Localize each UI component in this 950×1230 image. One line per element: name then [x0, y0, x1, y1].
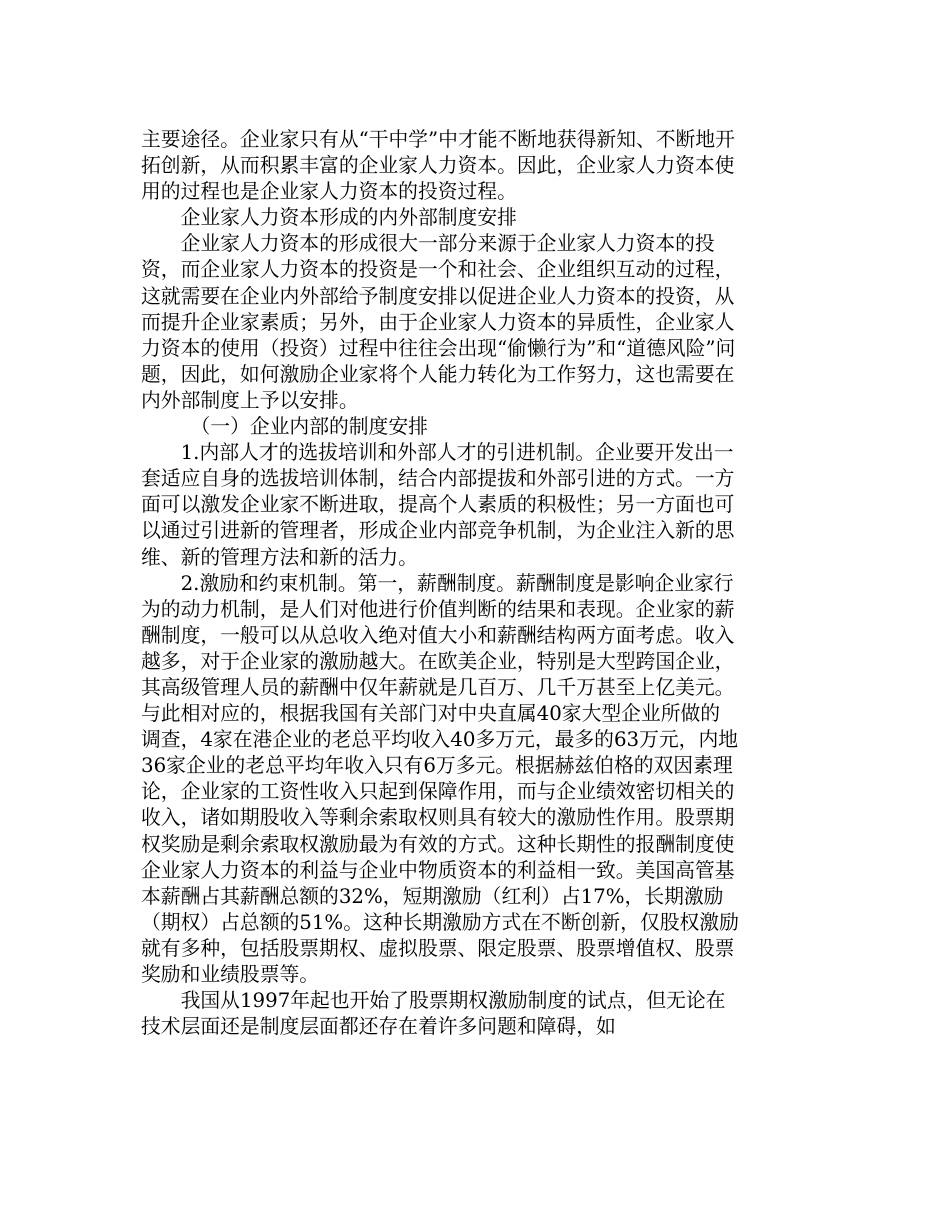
paragraph-institutional-overview: 企业家人力资本的形成很大一部分来源于企业家人力资本的投资，而企业家人力资本的投资是一个和社会、企业组织互动的过程，这就需要在企业内外部给予制度安排以促进企业人力资本的投资，从而提升企业家素质；另外，由于企业家人力资本的异质性，企业家人力资本的使用（投资）过程中往往会出现“偷懒行为”和“道德风险”问题，因此，如何激励企业家将个人能力转化为工作努力，这也需要在内外部制度上予以安排。 — [141, 232, 736, 412]
paragraph-intro-continuation: 主要途径。企业家只有从“干中学”中才能不断地获得新知、不断地开拓创新，从而积累丰富的企业家人力资本。因此，企业家人力资本使用的过程也是企业家人力资本的投资过程。 — [141, 128, 735, 204]
subsection-heading-internal: （一）企业内部的制度安排 — [190, 415, 428, 439]
paragraph-stock-option-pilot: 我国从1997年起也开始了股票期权激励制度的试点，但无论在技术层面还是制度层面都还存在着许多问题和障碍，如 — [141, 989, 726, 1039]
document-page — [141, 127, 739, 1040]
paragraph-incentive-mechanism: 2.激励和约束机制。第一，薪酬制度。薪酬制度是影响企业家行为的动力机制，是人们对他进行价值判断的结果和表现。企业家的薪酬制度，一般可以从总收入绝对值大小和薪酬结构两方面考虑。收入越多，对于企业家的激励越大。在欧美企业，特别是大型跨国企业，其高级管理人员的薪酬中仅年薪就是几百万、几千万甚至上亿美元。与此相对应的，根据我国有关部门对中央直属40家大型企业所做的调查，4家在港企业的老总平均收入40多万元，最多的63万元，内地36家企业的老总平均年收入只有6万多元。根据赫兹伯格的双因素理论，企业家的工资性收入只起到保障作用，而与企业绩效密切相关的收入，诸如期股收入等剩余索取权则具有较大的激励性作用。股票期权奖励是剩余索取权激励最为有效的方式。这种长期性的报酬制度使企业家人力资本的利益与企业中物质资本的利益相一致。美国高管基本薪酬占其薪酬总额的32%，短期激励（红利）占17%，长期激励（期权）占总额的51%。这种长期激励方式在不断创新，仅股权激励就有多种，包括股票期权、虚拟股票、限定股票、股票增值权、股票奖励和业绩股票等。 — [141, 571, 739, 986]
section-heading-institutional-arrangements: 企业家人力资本形成的内外部制度安排 — [180, 206, 517, 230]
paragraph-talent-mechanism: 1.内部人才的选拔培训和外部人才的引进机制。企业要开发出一套适应自身的选拔培训体制，结合内部提拔和外部引进的方式。一方面可以激发企业家不断进取，提高个人素质的积极性；另一方面也可以通过引进新的管理者，形成企业内部竞争机制，为企业注入新的思维、新的管理方法和新的活力。 — [141, 441, 735, 569]
